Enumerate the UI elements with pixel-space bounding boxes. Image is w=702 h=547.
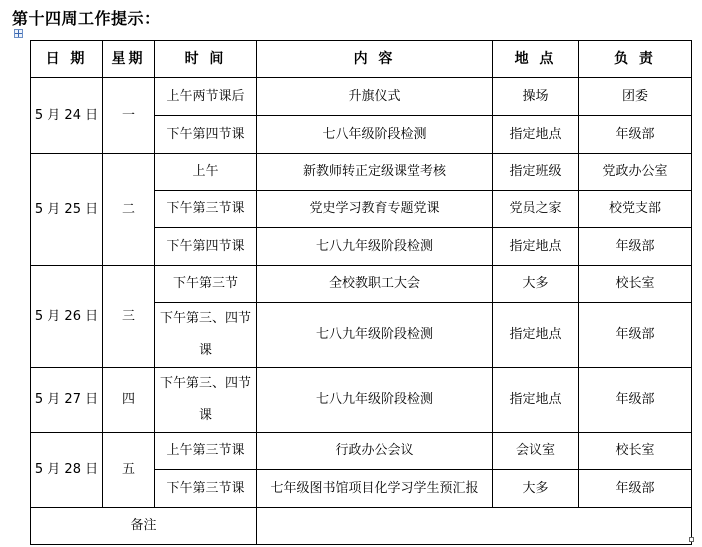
table-row xyxy=(31,368,692,433)
content-cell: 七八九年级阶段检测 xyxy=(257,228,493,266)
remark-row xyxy=(31,508,692,545)
schedule-table xyxy=(30,40,692,545)
content-cell: 升旗仪式 xyxy=(257,78,493,116)
date-cell: 5 月 25 日 xyxy=(31,154,103,266)
table-row xyxy=(31,433,692,470)
weekday-cell: 三 xyxy=(103,266,155,368)
content-cell: 七八九年级阶段检测 xyxy=(257,303,493,368)
time-cell: 下午第四节课 xyxy=(155,228,257,266)
header-weekday: 星期 xyxy=(103,41,155,78)
owner-cell: 校长室 xyxy=(579,266,692,303)
place-cell: 大多 xyxy=(493,266,579,303)
place-cell: 会议室 xyxy=(493,433,579,470)
place-cell: 操场 xyxy=(493,78,579,116)
content-cell: 七八年级阶段检测 xyxy=(257,116,493,154)
place-cell: 党员之家 xyxy=(493,191,579,228)
place-cell: 指定地点 xyxy=(493,116,579,154)
time-cell: 下午第三节课 xyxy=(155,191,257,228)
owner-cell: 年级部 xyxy=(579,368,692,433)
time-cell: 上午两节课后 xyxy=(155,78,257,116)
owner-cell: 年级部 xyxy=(579,303,692,368)
place-cell: 指定地点 xyxy=(493,228,579,266)
place-cell: 指定地点 xyxy=(493,368,579,433)
resize-handle-icon[interactable] xyxy=(689,537,694,542)
table-row xyxy=(31,266,692,303)
date-cell: 5 月 27 日 xyxy=(31,368,103,433)
date-cell: 5 月 28 日 xyxy=(31,433,103,508)
header-row xyxy=(31,41,692,78)
weekday-cell: 二 xyxy=(103,154,155,266)
content-cell: 七八九年级阶段检测 xyxy=(257,368,493,433)
remark-value[interactable] xyxy=(257,508,692,545)
time-cell: 上午第三节课 xyxy=(155,433,257,470)
weekday-cell: 五 xyxy=(103,433,155,508)
page-title: 第十四周工作提示： xyxy=(12,9,161,28)
place-cell: 指定地点 xyxy=(493,303,579,368)
date-cell: 5 月 24 日 xyxy=(31,78,103,154)
place-cell: 大多 xyxy=(493,470,579,508)
time-cell: 下午第四节课 xyxy=(155,116,257,154)
owner-cell: 年级部 xyxy=(579,470,692,508)
time-cell: 下午第三、四节课 xyxy=(155,368,257,433)
header-place: 地 点 xyxy=(493,41,579,78)
content-cell: 七年级图书馆项目化学习学生预汇报 xyxy=(257,470,493,508)
table-row xyxy=(31,154,692,191)
content-cell: 党史学习教育专题党课 xyxy=(257,191,493,228)
time-cell: 下午第三节 xyxy=(155,266,257,303)
time-cell: 下午第三节课 xyxy=(155,470,257,508)
owner-cell: 校党支部 xyxy=(579,191,692,228)
date-cell: 5 月 26 日 xyxy=(31,266,103,368)
header-owner: 负 责 xyxy=(579,41,692,78)
move-icon[interactable] xyxy=(14,29,23,38)
remark-label: 备注 xyxy=(31,508,257,545)
table-row xyxy=(31,78,692,116)
content-cell: 全校教职工大会 xyxy=(257,266,493,303)
header-content: 内 容 xyxy=(257,41,493,78)
time-cell: 上午 xyxy=(155,154,257,191)
weekday-cell: 一 xyxy=(103,78,155,154)
content-cell: 行政办公会议 xyxy=(257,433,493,470)
weekday-cell: 四 xyxy=(103,368,155,433)
owner-cell: 年级部 xyxy=(579,228,692,266)
owner-cell: 年级部 xyxy=(579,116,692,154)
time-cell: 下午第三、四节课 xyxy=(155,303,257,368)
owner-cell: 团委 xyxy=(579,78,692,116)
owner-cell: 党政办公室 xyxy=(579,154,692,191)
place-cell: 指定班级 xyxy=(493,154,579,191)
header-date: 日 期 xyxy=(31,41,103,78)
content-cell: 新教师转正定级课堂考核 xyxy=(257,154,493,191)
owner-cell: 校长室 xyxy=(579,433,692,470)
header-time: 时 间 xyxy=(155,41,257,78)
